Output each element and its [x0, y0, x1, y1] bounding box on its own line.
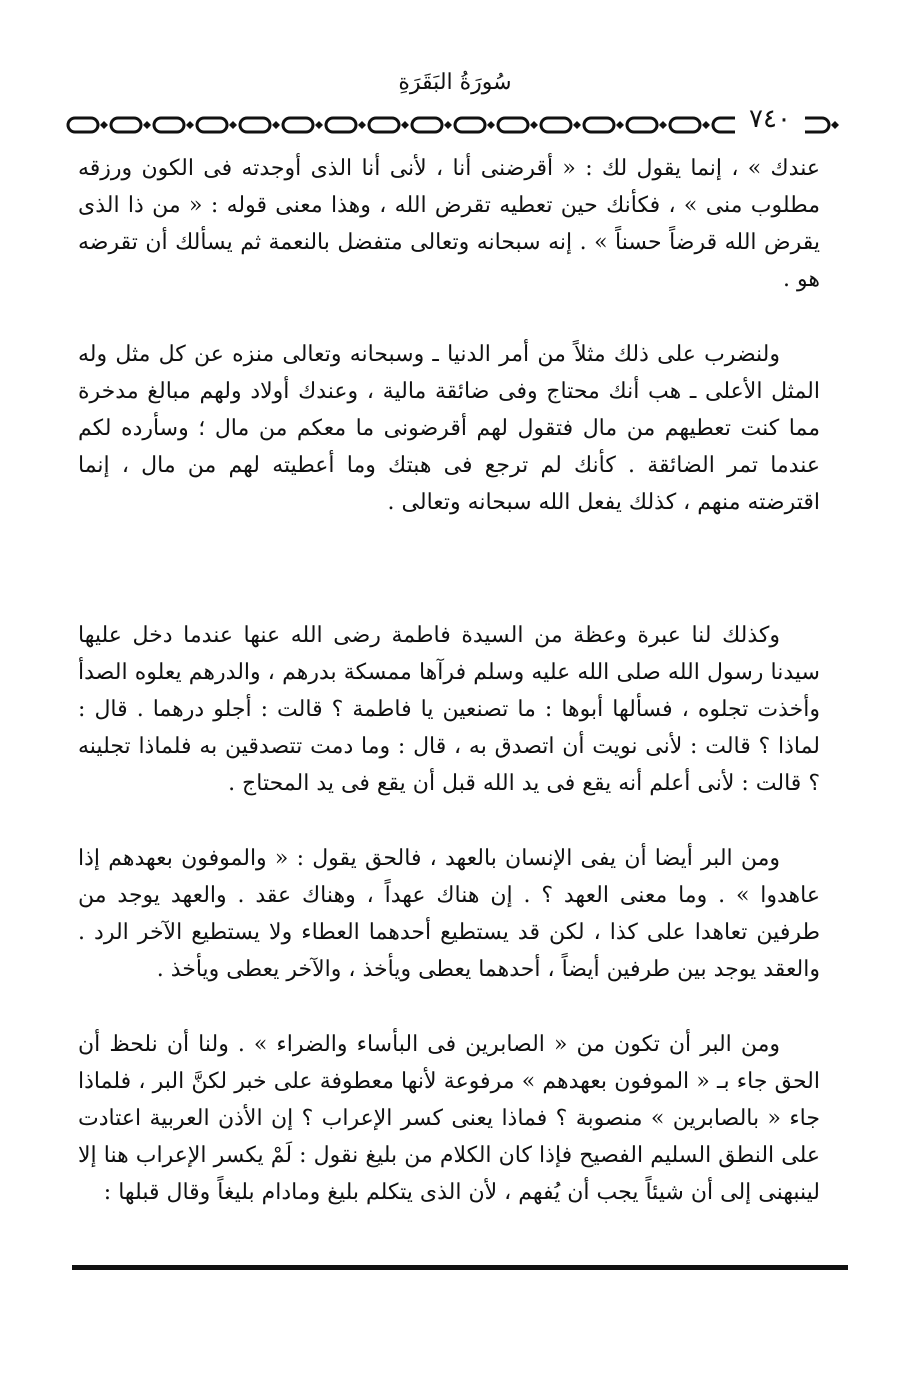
- ornament-diamond: [616, 121, 624, 129]
- ornament-oval: [154, 118, 184, 132]
- ornament-diamond: [143, 121, 151, 129]
- paragraph-1: عندك » ، إنما يقول لك : « أقرضنى أنا ، لأنى أنا الذى أوجدته فى الكون ورزقه مطلوب منى » ، فكأنك حين تعطيه تقرض الله ، وهذا معنى قوله : « من ذا الذى يقرض الله قرضاً حسناً » . إنه سبحانه وتعالى متفضل بالنعمة ثم يسألك أن تقرضه هو .: [78, 156, 820, 292]
- ornament-oval: [541, 118, 571, 132]
- ornament-oval: [369, 118, 399, 132]
- ornament-oval: [627, 118, 657, 132]
- ornament-diamond: [831, 121, 839, 129]
- ornament-oval: [326, 118, 356, 132]
- page-body: [78, 150, 820, 1211]
- page-number: ٧٤٠: [735, 104, 805, 134]
- ornament-diamond: [659, 121, 667, 129]
- paragraph-4: ومن البر أيضا أن يفى الإنسان بالعهد ، فالحق يقول : « والموفون بعهدهم إذا عاهدوا » . وما معنى العهد ؟ . إن هناك عهداً ، وهناك عقد . والعهد يوجد من طرفين تعاهدا على كذا ، لكن قد يستطيع أحدهما العطاء ولا يستطيع الآخر الرد . والعقد يوجد بين طرفين أيضاً ، أحدهما يعطى ويأخذ ، والآخر يعطى ويأخذ .: [78, 846, 820, 982]
- ornament-diamond: [186, 121, 194, 129]
- ornament-oval: [68, 118, 98, 132]
- ornament-diamond: [358, 121, 366, 129]
- paragraph-3: وكذلك لنا عبرة وعظة من السيدة فاطمة رضى الله عنها عندما دخل عليها سيدنا رسول الله صلى الله عليه وسلم فرآها ممسكة بدرهم ، والدرهم يعلوه الصدأ وأخذت تجلوه ، فسألها أبوها : ما تصنعين يا فاطمة ؟ قالت : أجلو درهما . قال : لماذا ؟ قالت : لأنى نويت أن اتصدق به ، قال : وما دمت تتصدقين به فلماذا تجلينه ؟ قالت : لأنى أعلم أنه يقع فى يد الله قبل أن يقع فى يد المحتاج .: [78, 623, 820, 796]
- ornament-oval: [584, 118, 614, 132]
- ornament-diamond: [315, 121, 323, 129]
- ornament-oval: [455, 118, 485, 132]
- ornament-diamond: [487, 121, 495, 129]
- ornament-oval: [240, 118, 270, 132]
- ornament-diamond: [702, 121, 710, 129]
- ornament-diamond: [229, 121, 237, 129]
- ornament-oval: [111, 118, 141, 132]
- ornament-border: [60, 110, 840, 140]
- ornament-diamond: [401, 121, 409, 129]
- ornament-diamond: [573, 121, 581, 129]
- ornament-oval: [283, 118, 313, 132]
- paragraph-5: ومن البر أن تكون من « الصابرين فى البأساء والضراء » . ولنا أن نلحظ أن الحق جاء بـ « الموفون بعهدهم » مرفوعة لأنها معطوفة على خبر لكنَّ البر ، فلماذا جاء « بالصابرين » منصوبة ؟ فماذا يعنى كسر الإعراب ؟ إن الأذن العربية اعتادت على النطق السليم الفصيح فإذا كان الكلام من بليغ نقول : لَمْ يكسر الإعراب هنا إلا لينبهنى إلى أن شيئاً يجب أن يُفهم ، لأن الذى يتكلم بليغ ومادام بليغاً وقال قبلها :: [78, 1032, 820, 1205]
- ornament-oval: [197, 118, 227, 132]
- ornament-oval: [670, 118, 700, 132]
- ornament-diamond: [444, 121, 452, 129]
- ornament-oval: [412, 118, 442, 132]
- surah-title: سُورَةُ البَقَرَةِ: [398, 70, 512, 95]
- footer-rule: [72, 1265, 848, 1270]
- ornament-oval: [498, 118, 528, 132]
- ornament-diamond: [530, 121, 538, 129]
- ornament-diamond: [272, 121, 280, 129]
- paragraph-2: ولنضرب على ذلك مثلاً من أمر الدنيا ـ وسبحانه وتعالى منزه عن كل مثل وله المثل الأعلى ـ هب أنك محتاج وفى ضائقة مالية ، وعندك أولاد ولهم مبالغ مدخرة مما كنت تعطيهم من مال فتقول لهم أقرضونى ما معكم من مال ؛ وسأرده لكم عندما تمر الضائقة . كأنك لم ترجع فى هبتك وما أعطيته لهم من مال ، إنما اقترضته منهم ، كذلك يفعل الله سبحانه وتعالى .: [78, 342, 820, 515]
- ornament-diamond: [100, 121, 108, 129]
